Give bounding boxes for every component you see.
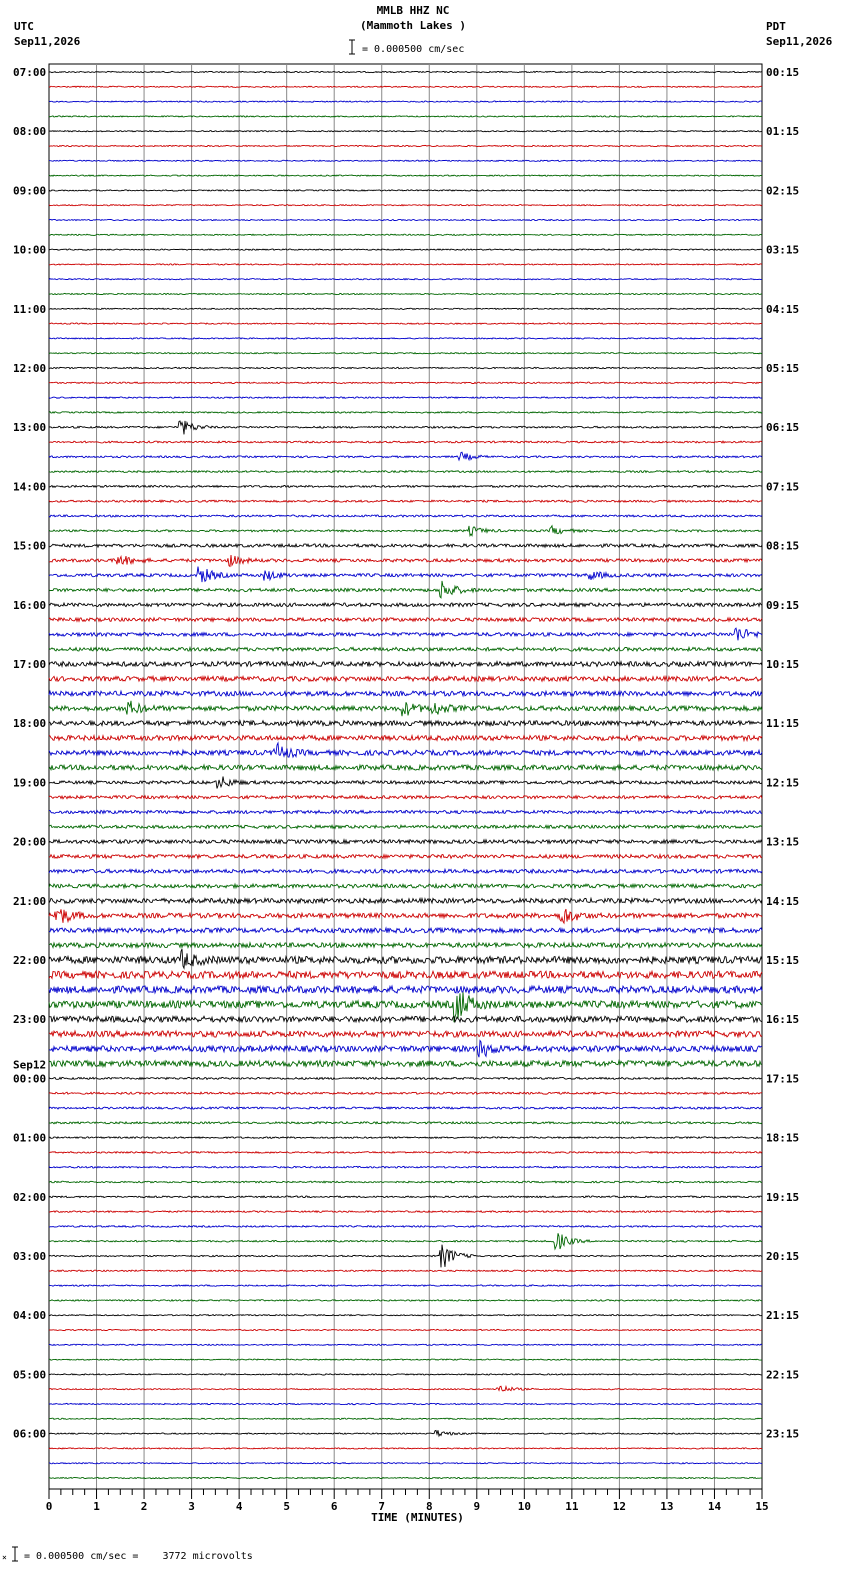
seismic-trace xyxy=(49,1226,762,1228)
seismic-trace xyxy=(49,1270,762,1271)
seismic-trace xyxy=(49,1122,762,1124)
seismic-trace xyxy=(49,323,762,324)
station-title: MMLB HHZ NC xyxy=(376,4,450,17)
x-tick-label: 15 xyxy=(755,1500,769,1513)
seismic-trace xyxy=(49,1152,762,1154)
seismic-trace xyxy=(49,219,762,220)
utc-date-label: Sep12 xyxy=(13,1058,47,1072)
seismic-trace xyxy=(49,949,762,968)
utc-time-label: 10:00 xyxy=(13,243,47,257)
seismic-trace xyxy=(49,628,762,640)
seismic-trace xyxy=(49,1092,762,1094)
utc-time-label: 13:00 xyxy=(13,421,47,435)
seismic-trace xyxy=(49,421,762,435)
seismic-trace xyxy=(49,603,762,607)
x-tick-label: 7 xyxy=(378,1500,386,1513)
grid xyxy=(49,64,762,1489)
seismic-trace xyxy=(49,1403,762,1404)
utc-time-label: 09:00 xyxy=(13,184,47,198)
x-tick-label: 14 xyxy=(707,1500,722,1513)
seismic-trace xyxy=(49,116,762,117)
pdt-time-label: 10:15 xyxy=(766,658,800,671)
utc-time-label: 03:00 xyxy=(13,1250,47,1263)
utc-time-label: 20:00 xyxy=(13,835,47,849)
svg-text:×: × xyxy=(2,1553,7,1562)
pdt-time-label: 15:15 xyxy=(766,954,800,967)
utc-time-label: 07:00 xyxy=(13,66,47,79)
pdt-time-label: 14:15 xyxy=(766,894,800,908)
seismic-trace xyxy=(49,943,762,948)
pdt-time-label: 08:15 xyxy=(766,539,800,553)
seismic-trace xyxy=(49,796,762,799)
seismic-trace xyxy=(49,175,762,176)
pdt-time-label: 02:15 xyxy=(766,184,800,198)
pdt-time-label: 20:15 xyxy=(766,1250,800,1263)
seismic-trace xyxy=(49,1374,762,1375)
utc-time-label: 15:00 xyxy=(13,539,47,553)
scale-bar-icon xyxy=(349,40,355,54)
x-tick-label: 3 xyxy=(188,1500,195,1513)
seismic-trace xyxy=(49,909,762,923)
seismic-trace xyxy=(49,676,762,681)
seismic-trace xyxy=(49,397,762,398)
seismic-trace xyxy=(49,279,762,280)
seismic-trace xyxy=(49,205,762,206)
seismic-trace xyxy=(49,1448,762,1449)
pdt-time-label: 05:15 xyxy=(766,362,800,375)
utc-time-label: 06:00 xyxy=(13,1427,47,1441)
utc-time-label: 16:00 xyxy=(13,598,47,612)
seismic-trace xyxy=(49,777,762,789)
seismic-trace xyxy=(49,234,762,235)
left-date: Sep11,2026 xyxy=(14,35,81,48)
x-tick-label: 0 xyxy=(45,1500,53,1513)
x-tick-label: 1 xyxy=(93,1500,100,1513)
utc-time-label: 23:00 xyxy=(13,1013,47,1027)
pdt-time-label: 18:15 xyxy=(766,1131,800,1145)
seismic-trace xyxy=(49,810,762,813)
seismic-trace xyxy=(49,986,762,993)
station-location: (Mammoth Lakes ) xyxy=(360,19,466,32)
x-tick-label: 6 xyxy=(330,1500,338,1513)
utc-time-label: 08:00 xyxy=(13,125,47,139)
utc-time-label: 17:00 xyxy=(13,658,47,671)
seismic-trace xyxy=(49,855,762,859)
seismic-trace xyxy=(49,1300,762,1301)
seismic-trace xyxy=(49,1430,762,1436)
seismic-trace xyxy=(49,1181,762,1183)
plot-frame xyxy=(49,64,762,1489)
pdt-time-label: 16:15 xyxy=(766,1013,800,1027)
seismic-trace xyxy=(49,736,762,741)
seismic-trace xyxy=(49,1477,762,1478)
seismic-trace xyxy=(49,1041,762,1058)
seismic-trace xyxy=(49,1386,762,1391)
seismic-trace xyxy=(49,555,762,566)
seismic-trace xyxy=(49,1016,762,1022)
seismic-trace xyxy=(49,840,762,844)
right-date: Sep11,2026 xyxy=(766,35,833,48)
seismic-trace xyxy=(49,544,762,547)
utc-time-label: 11:00 xyxy=(13,302,47,316)
seismic-trace xyxy=(49,471,762,473)
seismic-trace xyxy=(49,721,762,726)
seismic-trace xyxy=(49,1196,762,1198)
seismic-trace xyxy=(49,101,762,102)
x-tick-label: 4 xyxy=(235,1500,243,1513)
seismic-trace xyxy=(49,647,762,651)
seismic-trace xyxy=(49,825,762,828)
seismic-trace xyxy=(49,353,762,354)
seismic-trace xyxy=(49,1166,762,1168)
x-tick-label: 9 xyxy=(473,1500,481,1513)
seismic-trace xyxy=(49,928,762,933)
utc-time-label: 04:00 xyxy=(13,1309,47,1323)
pdt-time-label: 21:15 xyxy=(766,1309,800,1323)
footer-scale-text: = 0.000500 cm/sec = 3772 microvolts xyxy=(24,1551,253,1562)
seismic-trace xyxy=(49,1344,762,1345)
pdt-time-label: 12:15 xyxy=(766,776,800,790)
utc-time-label: 19:00 xyxy=(13,776,47,790)
seismic-trace xyxy=(49,1329,762,1330)
seismic-trace xyxy=(49,1463,762,1464)
seismic-trace xyxy=(49,898,762,903)
pdt-time-label: 11:15 xyxy=(766,717,800,731)
seismic-trace xyxy=(49,131,762,132)
seismic-trace xyxy=(49,1285,762,1286)
x-axis-title: TIME (MINUTES) xyxy=(371,1511,464,1524)
seismic-trace xyxy=(49,1077,762,1079)
trace-group xyxy=(49,71,762,1478)
seismic-trace xyxy=(49,1315,762,1316)
seismic-trace xyxy=(49,500,762,502)
seismic-trace xyxy=(49,1233,762,1249)
seismic-trace xyxy=(49,382,762,383)
x-tick-label: 5 xyxy=(283,1500,290,1513)
seismic-trace xyxy=(49,515,762,517)
seismic-trace xyxy=(49,691,762,696)
seismic-trace xyxy=(49,581,762,598)
seismic-trace xyxy=(49,485,762,487)
pdt-time-label: 19:15 xyxy=(766,1190,800,1204)
seismic-trace xyxy=(49,190,762,191)
seismic-trace xyxy=(49,1211,762,1213)
pdt-time-label: 22:15 xyxy=(766,1368,800,1382)
utc-time-label: 21:00 xyxy=(13,894,47,908)
seismic-trace xyxy=(49,1107,762,1109)
utc-time-label: 00:00 xyxy=(13,1072,47,1086)
scale-label: = 0.000500 cm/sec xyxy=(362,44,465,55)
seismic-trace xyxy=(49,71,762,72)
seismic-trace xyxy=(49,1061,762,1067)
seismic-trace xyxy=(49,160,762,161)
seismic-trace xyxy=(49,1245,762,1268)
seismic-trace xyxy=(49,249,762,250)
seismic-trace xyxy=(49,145,762,146)
utc-time-label: 01:00 xyxy=(13,1131,47,1145)
pdt-time-label: 04:15 xyxy=(766,302,800,316)
seismic-trace xyxy=(49,293,762,294)
seismic-trace xyxy=(49,1359,762,1360)
pdt-time-label: 01:15 xyxy=(766,125,800,139)
utc-time-label: 05:00 xyxy=(13,1368,47,1382)
seismic-trace xyxy=(49,1418,762,1419)
seismic-trace xyxy=(49,869,762,873)
seismic-trace xyxy=(49,1137,762,1139)
x-tick-label: 10 xyxy=(517,1500,531,1513)
pdt-time-label: 09:15 xyxy=(766,598,800,612)
seismic-trace xyxy=(49,701,762,716)
left-timezone: UTC xyxy=(14,20,34,33)
seismic-trace xyxy=(49,338,762,339)
seismic-trace xyxy=(49,618,762,622)
pdt-time-label: 17:15 xyxy=(766,1072,800,1086)
x-tick-label: 2 xyxy=(140,1500,148,1513)
seismic-trace xyxy=(49,971,762,978)
utc-time-label: 02:00 xyxy=(13,1190,47,1204)
pdt-time-label: 07:15 xyxy=(766,480,800,494)
pdt-time-label: 23:15 xyxy=(766,1427,800,1441)
seismic-trace xyxy=(49,662,762,667)
utc-time-label: 18:00 xyxy=(13,717,47,731)
seismic-trace xyxy=(49,743,762,757)
seismic-trace xyxy=(49,452,762,460)
seismic-trace xyxy=(49,765,762,770)
x-tick-label: 12 xyxy=(612,1500,627,1513)
pdt-time-label: 03:15 xyxy=(766,243,800,257)
seismic-trace xyxy=(49,367,762,368)
seismic-trace xyxy=(49,526,762,536)
seismic-trace xyxy=(49,884,762,888)
pdt-time-label: 06:15 xyxy=(766,421,800,435)
x-tick-label: 13 xyxy=(660,1500,674,1513)
seismic-trace xyxy=(49,1031,762,1037)
utc-time-label: 22:00 xyxy=(13,954,47,967)
seismic-trace xyxy=(49,86,762,87)
x-tick-label: 8 xyxy=(425,1500,433,1513)
seismic-trace xyxy=(49,441,762,443)
seismic-trace xyxy=(49,567,762,583)
pdt-time-label: 13:15 xyxy=(766,835,800,849)
pdt-time-label: 00:15 xyxy=(766,66,800,79)
x-tick-label: 11 xyxy=(565,1500,579,1513)
x-axis xyxy=(46,1489,769,1524)
seismic-trace xyxy=(49,308,762,309)
footer-scale-icon xyxy=(2,1547,18,1562)
right-timezone: PDT xyxy=(766,20,786,33)
utc-time-label: 12:00 xyxy=(13,362,47,375)
seismic-trace xyxy=(49,264,762,265)
seismic-trace xyxy=(49,412,762,413)
utc-time-label: 14:00 xyxy=(13,480,47,494)
